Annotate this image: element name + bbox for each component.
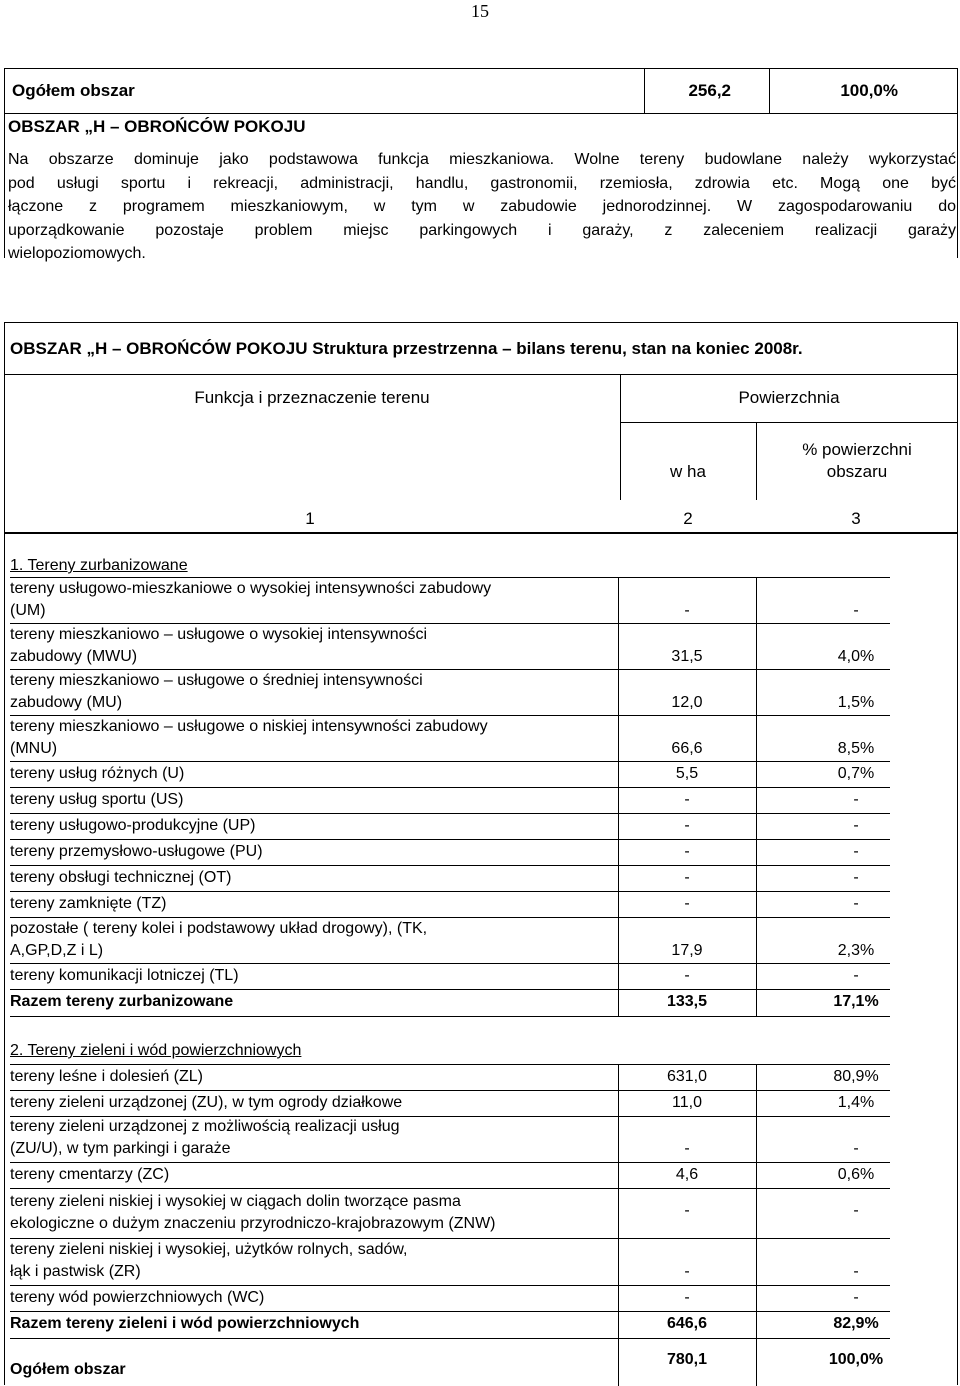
table-cell-ha: 11,0 [672, 1094, 702, 1111]
table-row-label: tereny usługowo-produkcyjne (UP) [10, 817, 256, 834]
paragraph-line: łączone z programem mieszkaniowym, w tym w zabudowie jednorodzinnej. W zagospodarowaniu do [8, 198, 956, 215]
divider [10, 761, 890, 762]
table-row-label: tereny przemysłowo-usługowe (PU) [10, 843, 263, 860]
table-cell-pct: - [853, 791, 859, 808]
table-row-label: tereny zieleni urządzonej z możliwością realizacji usług [10, 1118, 400, 1135]
table-cell-ha: - [684, 1289, 690, 1306]
divider [10, 839, 890, 840]
table-cell-ha: 17,9 [671, 942, 703, 959]
table-cell-ha: 66,6 [671, 740, 703, 757]
table-cell-pct: - [853, 1289, 859, 1306]
table-cell-ha: - [684, 843, 690, 860]
table-cell-pct: - [853, 843, 859, 860]
table-cell-ha: - [684, 791, 690, 808]
table-row-label: tereny obsługi technicznej (OT) [10, 869, 232, 886]
table-cell-ha: - [684, 1140, 690, 1157]
group-total-ha: 133,5 [666, 993, 708, 1010]
divider [10, 1338, 890, 1339]
table-row-label: tereny usług różnych (U) [10, 765, 185, 782]
divider [10, 1162, 890, 1163]
table-cell-pct: 1,4% [837, 1094, 875, 1111]
group-total-ha: 646,6 [666, 1315, 708, 1332]
header-function: Funkcja i przeznaczenie terenu [194, 388, 430, 407]
header-col2: 2 [683, 509, 693, 528]
table-cell-ha: 31,5 [671, 648, 703, 665]
table-row-label: zabudowy (MWU) [10, 648, 138, 665]
summary-label: Ogółem obszar [12, 81, 135, 100]
group-total-pct: 82,9% [833, 1315, 879, 1332]
divider [10, 1090, 890, 1091]
divider [4, 374, 958, 375]
table-cell-pct: - [853, 869, 859, 886]
section-title: OBSZAR „H – OBROŃCÓW POKOJU [8, 117, 306, 136]
table-cell-ha: - [684, 869, 690, 886]
table-cell-ha: - [684, 895, 690, 912]
summary-row [4, 68, 958, 114]
summary-percent: 100,0% [840, 81, 898, 100]
group-title: 1. Tereny zurbanizowane [10, 557, 188, 574]
table-row-label: tereny zamknięte (TZ) [10, 895, 167, 912]
table-title: OBSZAR „H – OBROŃCÓW POKOJU Struktura przestrzenna – bilans terenu, stan na koniec 2008r. [10, 339, 803, 358]
divider [10, 1016, 890, 1017]
table-row-label: ekologiczne o dużym znaczeniu przyrodniczo-krajobrazowym (ZNW) [10, 1215, 496, 1232]
table-cell-pct: 0,6% [837, 1166, 875, 1183]
table-cell-pct: - [853, 1140, 859, 1157]
group-total-label: Razem tereny zieleni i wód powierzchniowych [10, 1315, 360, 1332]
table-cell-ha: - [684, 602, 690, 619]
table-cell-pct: 80,9% [833, 1068, 879, 1085]
header-area: Powierzchnia [738, 388, 840, 407]
table-cell-ha: 631,0 [666, 1068, 708, 1085]
header-ha: w ha [670, 462, 706, 481]
divider [620, 422, 958, 423]
summary-area: 256,2 [644, 68, 770, 113]
page-number: 15 [471, 1, 489, 21]
table-row-label: tereny zieleni urządzonej (ZU), w tym ogrody działkowe [10, 1094, 403, 1111]
paragraph-line: Na obszarze dominuje jako podstawowa funkcja mieszkaniowa. Wolne tereny budowlane należy wykorzystać [8, 151, 956, 168]
table-cell-pct: 8,5% [837, 740, 875, 757]
table-row-label: łąk i pastwisk (ZR) [10, 1263, 141, 1280]
table-row-label: (UM) [10, 602, 46, 619]
paragraph-line: pod usługi sportu i rekreacji, administracji, handlu, gastronomii, rzemiosła, zdrowia etc. Mogą one być [8, 174, 956, 192]
divider [10, 1064, 890, 1065]
header-pct-line1: % powierzchni [802, 440, 912, 459]
divider [10, 787, 890, 788]
header-pct-line2: obszaru [826, 462, 888, 481]
grand-total-ha: 780,1 [666, 1351, 708, 1368]
table-row-label: tereny wód powierzchniowych (WC) [10, 1289, 265, 1306]
table-row-label: (MNU) [10, 740, 58, 757]
group-total-label: Razem tereny zurbanizowane [10, 993, 234, 1010]
divider [10, 891, 890, 892]
table-row-label: tereny mieszkaniowo – usługowe o średniej intensywności [10, 672, 423, 689]
table-cell-pct: - [853, 895, 859, 912]
table-row-label: A,GP,D,Z i L) [10, 942, 104, 959]
table-cell-ha: - [684, 967, 690, 984]
table-row-label: tereny cmentarzy (ZC) [10, 1166, 170, 1183]
table-row-label: tereny leśne i dolesień (ZL) [10, 1068, 203, 1085]
table-row-label: tereny usług sportu (US) [10, 791, 184, 808]
table-row-label: tereny zieleni niskiej i wysokiej, użytków rolnych, sadów, [10, 1241, 408, 1258]
table-cell-ha: - [684, 817, 690, 834]
table-row-label: zabudowy (MU) [10, 694, 123, 711]
divider [4, 532, 958, 534]
table-row-label: tereny usługowo-mieszkaniowe o wysokiej intensywności zabudowy [10, 580, 492, 597]
table-cell-ha: 5,5 [675, 765, 699, 782]
table-cell-ha: 12,0 [671, 694, 703, 711]
table-row-label: tereny mieszkaniowo – usługowe o niskiej intensywności zabudowy [10, 718, 488, 735]
paragraph-line: wielopoziomowych. [8, 245, 146, 262]
table-row-label: tereny zieleni niskiej i wysokiej w ciągach dolin tworzące pasma [10, 1193, 461, 1210]
divider [10, 989, 890, 990]
table-row-label: tereny komunikacji lotniczej (TL) [10, 967, 239, 984]
grand-total-pct: 100,0% [828, 1351, 884, 1368]
group-title: 2. Tereny zieleni i wód powierzchniowych [10, 1042, 302, 1059]
divider [10, 813, 890, 814]
table-row-label: (ZU/U), w tym parkingi i garaże [10, 1140, 231, 1157]
divider [10, 865, 890, 866]
table-cell-pct: - [853, 817, 859, 834]
table-cell-ha: - [684, 1263, 690, 1280]
divider [10, 1285, 890, 1286]
divider [10, 1311, 890, 1312]
divider [10, 963, 890, 964]
divider [10, 1188, 890, 1189]
table-cell-pct: - [853, 1202, 859, 1219]
table-cell-ha: 4,6 [675, 1166, 699, 1183]
table-cell-ha: - [684, 1202, 690, 1219]
table-cell-pct: 4,0% [837, 648, 875, 665]
grand-total-label: Ogółem obszar [10, 1361, 126, 1378]
table-row-label: pozostałe ( tereny kolei i podstawowy układ drogowy), (TK, [10, 920, 428, 937]
table-cell-pct: - [853, 1263, 859, 1280]
table-cell-pct: - [853, 967, 859, 984]
paragraph-line: uporządkowanie pozostaje problem miejsc parkingowych i garaży, z zaleceniem realizacji garaży [8, 221, 956, 239]
table-cell-pct: 0,7% [837, 765, 875, 782]
table-cell-pct: - [853, 602, 859, 619]
header-col3: 3 [851, 509, 861, 528]
table-cell-pct: 2,3% [837, 942, 875, 959]
table-row-label: tereny mieszkaniowo – usługowe o wysokiej intensywności [10, 626, 428, 643]
header-col1: 1 [305, 509, 315, 528]
group-total-pct: 17,1% [833, 993, 879, 1010]
table-cell-pct: 1,5% [837, 694, 875, 711]
section-paragraph [8, 148, 956, 266]
